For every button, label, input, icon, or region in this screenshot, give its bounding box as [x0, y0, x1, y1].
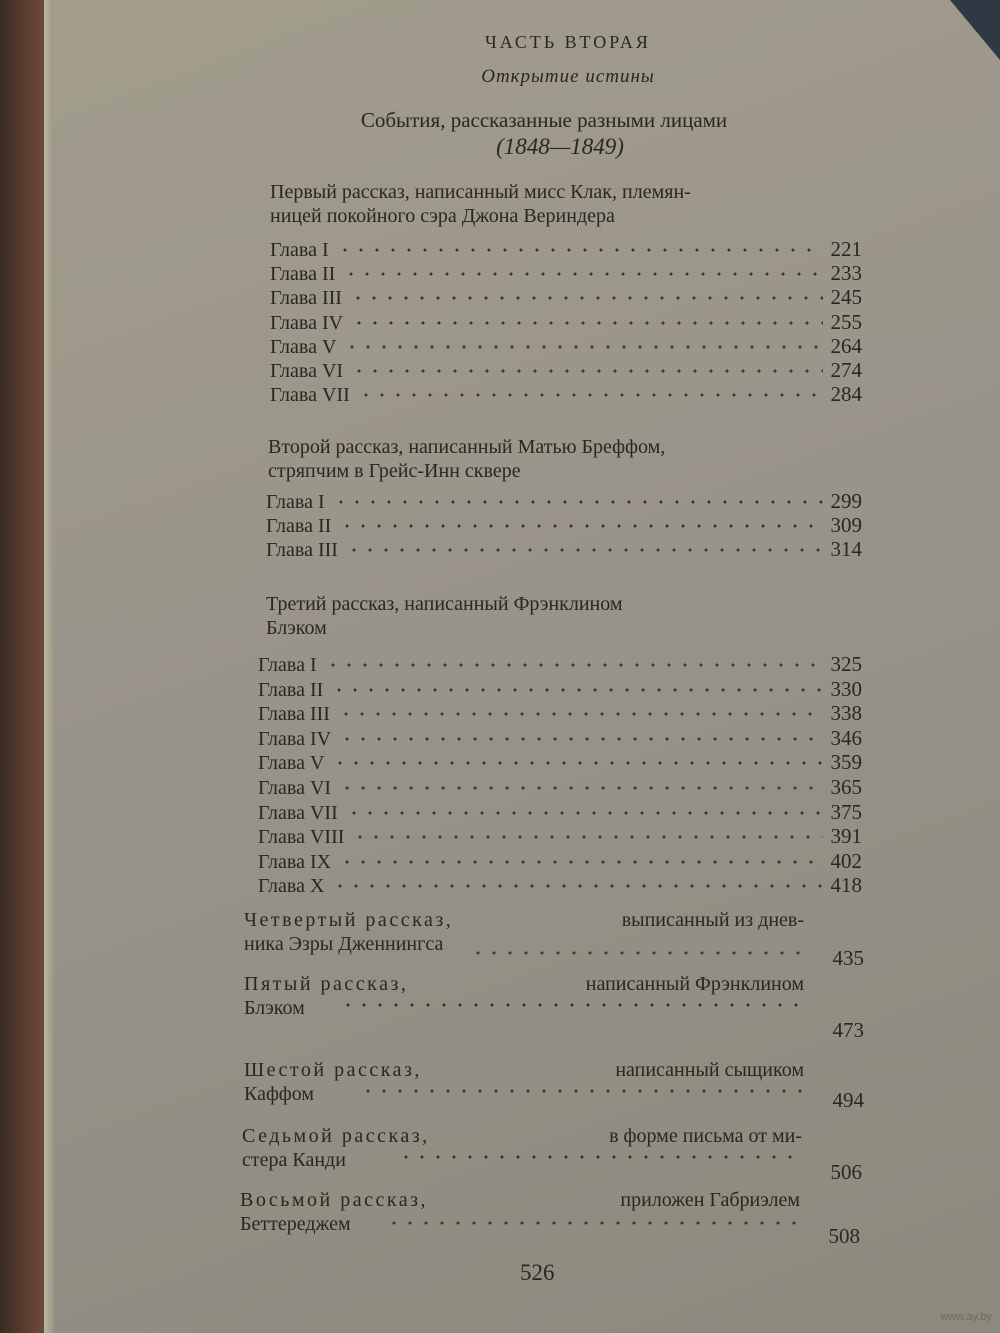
chapter-row [258, 677, 862, 701]
chapter-label: Глава IV [258, 727, 332, 750]
chapter-row [270, 358, 862, 382]
dot-leader [339, 859, 822, 865]
book-cover [0, 0, 44, 1333]
story8-title: Восьмой рассказ, [240, 1189, 429, 1211]
chapter-page: 346 [830, 725, 862, 750]
story5-title-line2: Блэком [244, 997, 305, 1019]
chapter-page: 299 [830, 489, 862, 513]
chapter-row [258, 800, 862, 824]
chapter-label: Глава II [266, 515, 332, 538]
story5-title: Пятый рассказ, [244, 973, 409, 995]
story4-title-line2: ника Эзры Дженнингса [244, 933, 444, 955]
story6-entry [244, 1058, 864, 1130]
chapter-label: Глава IX [258, 850, 332, 873]
story8-page: 508 [828, 1224, 860, 1248]
chapter-page: 365 [830, 775, 862, 799]
chapter-page: 325 [830, 652, 862, 676]
chapter-label: Глава I [258, 654, 317, 676]
story1-title-line1: Первый рассказ, написанный мисс Клак, племян- [270, 181, 691, 203]
chapter-page: 338 [830, 701, 862, 726]
story4-title: Четвертый рассказ, [244, 909, 454, 931]
story8-entry [240, 1188, 860, 1260]
chapter-page: 233 [830, 261, 862, 286]
chapter-label: Глава III [266, 539, 338, 562]
chapter-label: Глава II [258, 678, 324, 701]
story7-title-rest: в форме письма от ми- [609, 1125, 802, 1147]
story4-title-line1 [244, 908, 804, 932]
story6-title-rest: написанный сыщиком [615, 1059, 804, 1081]
chapter-page: 245 [830, 285, 862, 310]
story7-leader [398, 1154, 802, 1160]
chapter-page: 359 [830, 750, 862, 775]
cover-corner [950, 0, 1000, 60]
chapter-row [270, 382, 862, 406]
chapter-label: Глава V [258, 752, 325, 775]
page-edge [44, 0, 54, 1333]
dot-leader [333, 499, 823, 505]
chapter-page: 330 [830, 676, 862, 701]
story8-title-line2: Беттереджем [240, 1213, 351, 1235]
chapter-label: Глава III [270, 287, 342, 310]
story8-title-rest: приложен Габриэлем [620, 1189, 800, 1211]
part-heading: ЧАСТЬ ВТОРАЯ [485, 32, 651, 52]
chapter-row [266, 513, 862, 537]
dot-leader [350, 295, 823, 301]
chapter-row [266, 489, 862, 513]
chapter-page: 391 [830, 824, 862, 849]
story5-leader [340, 1002, 804, 1008]
chapter-row [270, 261, 862, 285]
dot-leader [325, 662, 823, 668]
page-number: 526 [520, 1260, 555, 1285]
years-heading: (1848—1849) [496, 134, 624, 159]
story6-leader [360, 1088, 804, 1094]
chapter-page: 264 [830, 333, 862, 358]
story5-page: 473 [832, 1018, 864, 1042]
chapter-page: 255 [830, 309, 862, 334]
chapter-label: Глава III [258, 703, 330, 726]
dot-leader [343, 271, 822, 277]
chapter-label: Глава I [270, 239, 329, 261]
story3-title-line2: Блэком [266, 617, 327, 639]
events-heading: События, рассказанные разными лицами [360, 108, 728, 132]
chapter-row [258, 775, 862, 799]
part-subtitle: Открытие истины [481, 66, 655, 87]
chapter-row [270, 310, 862, 334]
chapter-label: Глава VIII [258, 826, 345, 849]
chapter-row [270, 285, 862, 309]
chapter-page: 274 [830, 358, 862, 382]
chapter-row [258, 750, 862, 774]
chapter-row [258, 824, 862, 848]
chapter-page: 418 [830, 873, 862, 898]
story3-title [266, 592, 860, 640]
dot-leader [358, 392, 823, 398]
story7-entry [242, 1124, 862, 1196]
story1-title [270, 180, 864, 228]
chapter-page: 375 [830, 799, 862, 824]
chapter-label: Глава VI [258, 777, 332, 799]
chapter-label: Глава II [270, 263, 336, 286]
chapter-page: 221 [830, 237, 862, 261]
dot-leader [351, 320, 822, 326]
dot-leader [339, 523, 822, 529]
chapter-label: Глава X [258, 875, 325, 898]
story4-entry [244, 908, 864, 968]
chapter-label: Глава I [266, 491, 325, 513]
chapter-row [270, 237, 862, 261]
story4-page: 435 [832, 946, 864, 970]
dot-leader [331, 687, 822, 693]
story7-title-line2: стера Канди [242, 1149, 346, 1171]
story1-title-line2: ницей покойного сэра Джона Вериндера [270, 205, 615, 227]
watermark: www.ay.by [940, 1311, 992, 1323]
story7-page: 506 [830, 1160, 862, 1184]
story2-title-line2: стряпчим в Грейс-Инн сквере [268, 460, 521, 482]
story5-title-rest: написанный Фрэнклином [585, 973, 804, 995]
story3-title-line1: Третий рассказ, написанный Фрэнклином [266, 593, 623, 615]
chapter-page: 314 [830, 537, 862, 562]
dot-leader [344, 344, 822, 350]
dot-leader [338, 711, 823, 717]
story6-page: 494 [832, 1088, 864, 1112]
chapter-page: 284 [830, 382, 862, 407]
dot-leader [339, 736, 822, 742]
story6-title-line1 [244, 1058, 804, 1082]
story8-leader [386, 1220, 800, 1226]
chapter-page: 309 [830, 513, 862, 538]
dot-leader [346, 547, 823, 553]
chapter-page: 402 [830, 848, 862, 873]
dot-leader [332, 760, 822, 766]
dot-leader [332, 883, 822, 889]
story6-title: Шестой рассказ, [244, 1059, 422, 1081]
story6-title-line2: Каффом [244, 1083, 315, 1105]
story5-title-line1 [244, 972, 804, 996]
chapter-label: Глава VII [258, 801, 338, 824]
story7-title-line1 [242, 1124, 802, 1148]
chapter-label: Глава V [270, 335, 337, 358]
story4-title-rest: выписанный из днев- [621, 909, 804, 931]
story8-title-line1 [240, 1188, 800, 1212]
dot-leader [337, 247, 823, 253]
chapter-row [258, 849, 862, 873]
chapter-label: Глава VI [270, 360, 344, 382]
dot-leader [346, 810, 823, 816]
story2-title-line1: Второй рассказ, написанный Матью Бреффом, [268, 436, 666, 458]
dot-leader [351, 368, 822, 374]
dot-leader [352, 834, 822, 840]
chapter-row [270, 334, 862, 358]
story7-title: Седьмой рассказ, [242, 1125, 430, 1147]
chapter-row [258, 873, 862, 897]
chapter-row [266, 537, 862, 561]
story4-leader [470, 950, 800, 956]
chapter-row [258, 726, 862, 750]
dot-leader [339, 785, 822, 791]
chapter-row [258, 701, 862, 725]
chapter-label: Глава IV [270, 311, 344, 334]
chapter-row [258, 652, 862, 676]
story2-title [268, 435, 862, 483]
story5-entry [244, 972, 864, 1044]
chapter-label: Глава VII [270, 384, 350, 407]
